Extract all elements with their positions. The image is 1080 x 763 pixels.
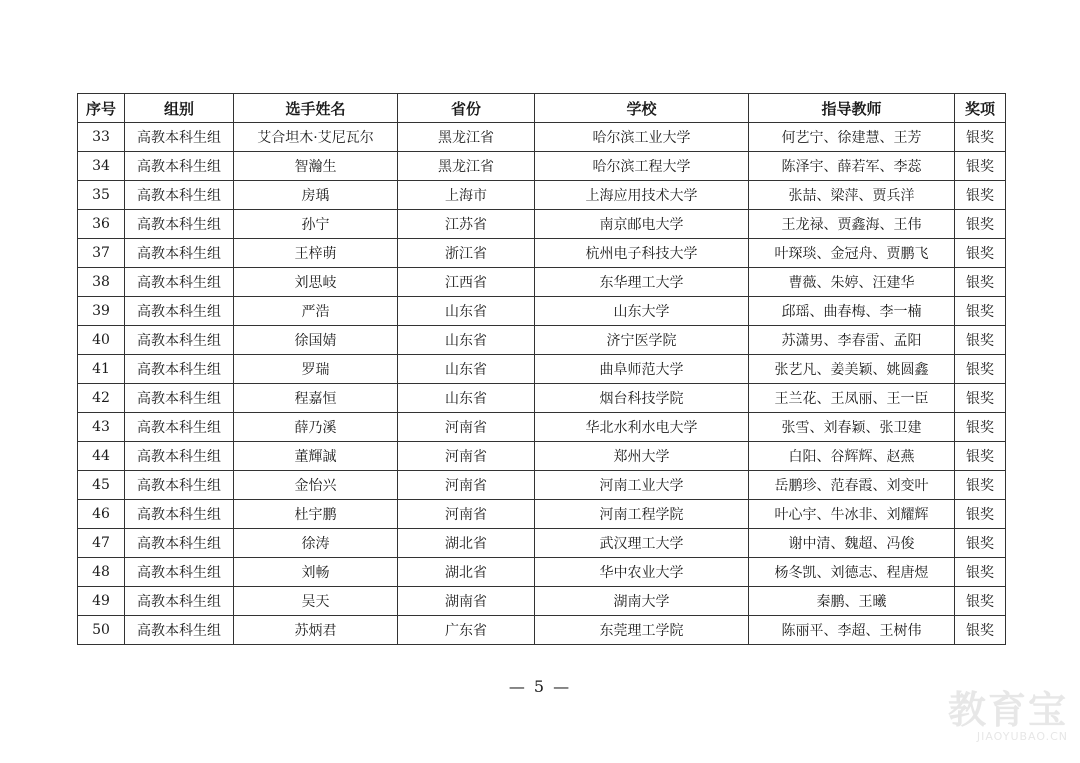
table-row xyxy=(78,558,1006,587)
cell-award: 银奖 xyxy=(955,239,1006,268)
cell-school: 上海应用技术大学 xyxy=(535,181,749,210)
cell-advisors: 岳鹏珍、范春霞、刘变叶 xyxy=(749,471,955,500)
cell-contestant-name: 徐国婧 xyxy=(234,326,398,355)
cell-school: 武汉理工大学 xyxy=(535,529,749,558)
cell-province: 黑龙江省 xyxy=(398,123,535,152)
cell-advisors: 曹薇、朱婷、汪建华 xyxy=(749,268,955,297)
cell-advisors: 何艺宁、徐建慧、王芳 xyxy=(749,123,955,152)
cell-index: 34 xyxy=(78,152,125,181)
cell-province: 河南省 xyxy=(398,413,535,442)
cell-advisors: 张雪、刘春颖、张卫建 xyxy=(749,413,955,442)
cell-award: 银奖 xyxy=(955,587,1006,616)
table-row xyxy=(78,471,1006,500)
cell-province: 山东省 xyxy=(398,384,535,413)
cell-school: 曲阜师范大学 xyxy=(535,355,749,384)
cell-school: 济宁医学院 xyxy=(535,326,749,355)
cell-province: 浙江省 xyxy=(398,239,535,268)
cell-award: 银奖 xyxy=(955,616,1006,645)
watermark-main: 教育宝 xyxy=(947,688,1068,732)
cell-group: 高教本科生组 xyxy=(125,587,234,616)
cell-contestant-name: 金怡兴 xyxy=(234,471,398,500)
page-number: — 5 — xyxy=(508,677,572,696)
table-row xyxy=(78,616,1006,645)
cell-group: 高教本科生组 xyxy=(125,355,234,384)
cell-contestant-name: 吴天 xyxy=(234,587,398,616)
cell-advisors: 谢中清、魏超、冯俊 xyxy=(749,529,955,558)
cell-group: 高教本科生组 xyxy=(125,558,234,587)
cell-contestant-name: 苏炳君 xyxy=(234,616,398,645)
cell-index: 44 xyxy=(78,442,125,471)
cell-award: 银奖 xyxy=(955,123,1006,152)
header-group: 组别 xyxy=(125,94,234,123)
cell-group: 高教本科生组 xyxy=(125,384,234,413)
cell-school: 河南工业大学 xyxy=(535,471,749,500)
table-row xyxy=(78,355,1006,384)
header-province: 省份 xyxy=(398,94,535,123)
cell-school: 南京邮电大学 xyxy=(535,210,749,239)
table-row xyxy=(78,239,1006,268)
cell-advisors: 张艺凡、姜美颖、姚圆鑫 xyxy=(749,355,955,384)
cell-advisors: 王龙禄、贾鑫海、王伟 xyxy=(749,210,955,239)
cell-school: 华北水利水电大学 xyxy=(535,413,749,442)
cell-group: 高教本科生组 xyxy=(125,616,234,645)
cell-advisors: 邱瑶、曲春梅、李一楠 xyxy=(749,297,955,326)
award-table xyxy=(77,93,1006,645)
cell-index: 35 xyxy=(78,181,125,210)
cell-school: 杭州电子科技大学 xyxy=(535,239,749,268)
table-header-row xyxy=(78,94,1006,123)
cell-award: 银奖 xyxy=(955,326,1006,355)
cell-province: 山东省 xyxy=(398,297,535,326)
cell-province: 湖北省 xyxy=(398,558,535,587)
table-row xyxy=(78,181,1006,210)
cell-province: 广东省 xyxy=(398,616,535,645)
cell-index: 42 xyxy=(78,384,125,413)
cell-group: 高教本科生组 xyxy=(125,152,234,181)
cell-contestant-name: 艾合坦木·艾尼瓦尔 xyxy=(234,123,398,152)
cell-index: 40 xyxy=(78,326,125,355)
cell-advisors: 杨冬凯、刘德志、程唐煜 xyxy=(749,558,955,587)
table-row xyxy=(78,442,1006,471)
table-body xyxy=(78,123,1006,645)
header-school: 学校 xyxy=(535,94,749,123)
cell-school: 烟台科技学院 xyxy=(535,384,749,413)
cell-advisors: 秦鹏、王曦 xyxy=(749,587,955,616)
cell-index: 36 xyxy=(78,210,125,239)
cell-group: 高教本科生组 xyxy=(125,442,234,471)
cell-group: 高教本科生组 xyxy=(125,181,234,210)
cell-province: 河南省 xyxy=(398,500,535,529)
cell-award: 银奖 xyxy=(955,500,1006,529)
cell-advisors: 叶琛琰、金冠舟、贾鹏飞 xyxy=(749,239,955,268)
cell-advisors: 叶心宇、牛冰非、刘耀辉 xyxy=(749,500,955,529)
table-row xyxy=(78,587,1006,616)
cell-advisors: 陈丽平、李超、王树伟 xyxy=(749,616,955,645)
cell-school: 山东大学 xyxy=(535,297,749,326)
cell-advisors: 陈泽宇、薛若军、李蕊 xyxy=(749,152,955,181)
cell-contestant-name: 严浩 xyxy=(234,297,398,326)
cell-award: 银奖 xyxy=(955,442,1006,471)
cell-index: 41 xyxy=(78,355,125,384)
cell-index: 46 xyxy=(78,500,125,529)
watermark-logo xyxy=(948,690,1068,743)
header-award: 奖项 xyxy=(955,94,1006,123)
cell-province: 湖北省 xyxy=(398,529,535,558)
cell-province: 黑龙江省 xyxy=(398,152,535,181)
cell-school: 东华理工大学 xyxy=(535,268,749,297)
cell-award: 银奖 xyxy=(955,413,1006,442)
cell-school: 哈尔滨工业大学 xyxy=(535,123,749,152)
cell-index: 48 xyxy=(78,558,125,587)
table-row xyxy=(78,529,1006,558)
watermark-sub: JIAOYUBAO.CN xyxy=(976,730,1068,743)
cell-contestant-name: 刘畅 xyxy=(234,558,398,587)
cell-index: 45 xyxy=(78,471,125,500)
cell-group: 高教本科生组 xyxy=(125,471,234,500)
header-contestant-name: 选手姓名 xyxy=(234,94,398,123)
cell-award: 银奖 xyxy=(955,384,1006,413)
cell-contestant-name: 刘思岐 xyxy=(234,268,398,297)
table-row xyxy=(78,384,1006,413)
cell-group: 高教本科生组 xyxy=(125,529,234,558)
cell-group: 高教本科生组 xyxy=(125,210,234,239)
cell-advisors: 张喆、梁萍、贾兵洋 xyxy=(749,181,955,210)
cell-group: 高教本科生组 xyxy=(125,326,234,355)
cell-contestant-name: 房瑀 xyxy=(234,181,398,210)
table-row xyxy=(78,268,1006,297)
cell-group: 高教本科生组 xyxy=(125,413,234,442)
cell-award: 银奖 xyxy=(955,210,1006,239)
cell-school: 华中农业大学 xyxy=(535,558,749,587)
cell-group: 高教本科生组 xyxy=(125,268,234,297)
cell-group: 高教本科生组 xyxy=(125,123,234,152)
cell-group: 高教本科生组 xyxy=(125,500,234,529)
cell-award: 银奖 xyxy=(955,471,1006,500)
cell-advisors: 苏潇男、李春雷、孟阳 xyxy=(749,326,955,355)
cell-award: 银奖 xyxy=(955,558,1006,587)
table-row xyxy=(78,152,1006,181)
cell-province: 山东省 xyxy=(398,326,535,355)
cell-advisors: 王兰花、王凤丽、王一臣 xyxy=(749,384,955,413)
cell-award: 银奖 xyxy=(955,355,1006,384)
table-row xyxy=(78,500,1006,529)
cell-province: 江西省 xyxy=(398,268,535,297)
cell-province: 江苏省 xyxy=(398,210,535,239)
cell-index: 50 xyxy=(78,616,125,645)
cell-contestant-name: 罗瑞 xyxy=(234,355,398,384)
cell-award: 银奖 xyxy=(955,529,1006,558)
cell-index: 43 xyxy=(78,413,125,442)
cell-contestant-name: 孙宁 xyxy=(234,210,398,239)
cell-index: 49 xyxy=(78,587,125,616)
cell-school: 哈尔滨工程大学 xyxy=(535,152,749,181)
cell-province: 河南省 xyxy=(398,442,535,471)
cell-contestant-name: 薛乃溪 xyxy=(234,413,398,442)
cell-index: 39 xyxy=(78,297,125,326)
cell-school: 湖南大学 xyxy=(535,587,749,616)
cell-index: 47 xyxy=(78,529,125,558)
cell-contestant-name: 徐涛 xyxy=(234,529,398,558)
table-row xyxy=(78,326,1006,355)
cell-index: 37 xyxy=(78,239,125,268)
cell-province: 上海市 xyxy=(398,181,535,210)
table-row xyxy=(78,210,1006,239)
table-row xyxy=(78,123,1006,152)
cell-province: 河南省 xyxy=(398,471,535,500)
cell-contestant-name: 王梓萌 xyxy=(234,239,398,268)
cell-group: 高教本科生组 xyxy=(125,239,234,268)
cell-contestant-name: 董輝誠 xyxy=(234,442,398,471)
cell-school: 东莞理工学院 xyxy=(535,616,749,645)
cell-group: 高教本科生组 xyxy=(125,297,234,326)
cell-award: 银奖 xyxy=(955,152,1006,181)
cell-school: 河南工程学院 xyxy=(535,500,749,529)
cell-index: 33 xyxy=(78,123,125,152)
cell-contestant-name: 智瀚生 xyxy=(234,152,398,181)
cell-index: 38 xyxy=(78,268,125,297)
header-index: 序号 xyxy=(78,94,125,123)
cell-award: 银奖 xyxy=(955,268,1006,297)
header-advisors: 指导教师 xyxy=(749,94,955,123)
cell-province: 山东省 xyxy=(398,355,535,384)
cell-province: 湖南省 xyxy=(398,587,535,616)
table-row xyxy=(78,297,1006,326)
cell-advisors: 白阳、谷辉辉、赵燕 xyxy=(749,442,955,471)
cell-contestant-name: 杜宇鹏 xyxy=(234,500,398,529)
cell-school: 郑州大学 xyxy=(535,442,749,471)
table-row xyxy=(78,413,1006,442)
cell-award: 银奖 xyxy=(955,297,1006,326)
cell-contestant-name: 程嘉恒 xyxy=(234,384,398,413)
cell-award: 银奖 xyxy=(955,181,1006,210)
